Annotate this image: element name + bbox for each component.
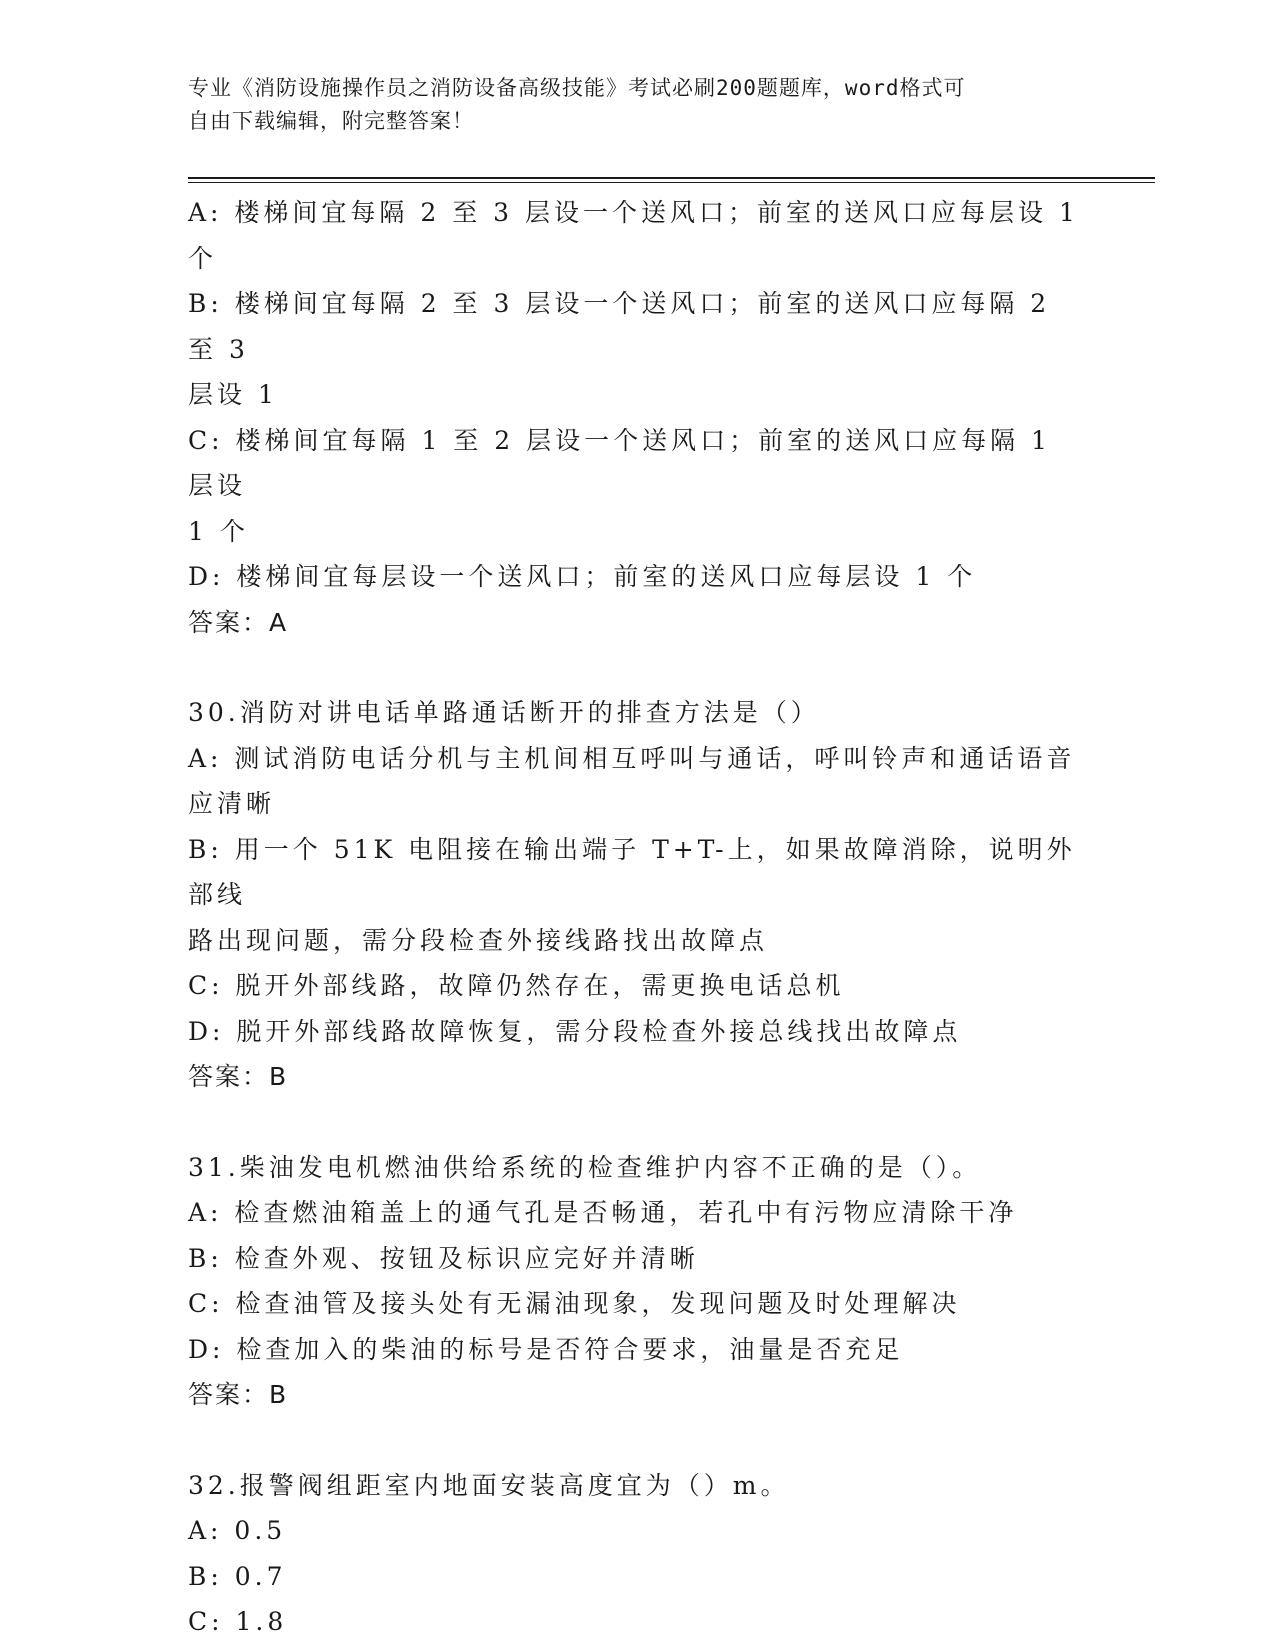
option-b-continued: 路出现问题，需分段检查外接线路找出故障点: [188, 925, 769, 955]
header-line-1: 专业《消防设施操作员之消防设备高级技能》考试必刷200题题库，word格式可: [188, 76, 966, 100]
option-a-continued: 应清晰: [188, 789, 276, 818]
question-text: 32.报警阀组距室内地面安装高度宜为（）m。: [188, 1470, 790, 1500]
question-32-block: [188, 1463, 1088, 1645]
answer-label: 答案：B: [188, 1380, 289, 1409]
option-a: A: 0.5: [188, 1516, 287, 1545]
question-list: [188, 190, 1091, 1645]
option-b-continued: 层设 1: [188, 380, 278, 409]
question-text: 30.消防对讲电话单路通话断开的排查方法是（）: [188, 698, 820, 727]
option-c: C: 1.8: [188, 1607, 288, 1636]
question-30-block: [188, 690, 1088, 1100]
question-text: 31.柴油发电机燃油供给系统的检查维护内容不正确的是（）。: [188, 1152, 982, 1182]
option-d: D: 脱开外部线路故障恢复，需分段检查外接总线找出故障点: [188, 1016, 962, 1046]
spacer: [188, 645, 1088, 690]
option-d: D: 检查加入的柴油的标号是否符合要求，油量是否充足: [188, 1334, 904, 1364]
option-d: D: 楼梯间宜每层设一个送风口；前室的送风口应每层设 1 个: [188, 562, 977, 591]
option-a: A: 测试消防电话分机与主机间相互呼叫与通话，呼叫铃声和通话语音: [188, 743, 1076, 773]
option-b: B: 检查外观、按钮及标识应完好并清晰: [188, 1243, 699, 1273]
option-a: A: 检查燃油箱盖上的通气孔是否畅通，若孔中有污物应清除干净: [188, 1198, 1018, 1227]
question-31-block: [188, 1145, 1088, 1418]
header-line-2: 自由下载编辑，附完整答案！: [188, 109, 474, 133]
option-c: C: 检查油管及接头处有无漏油现象，发现问题及时处理解决: [188, 1289, 961, 1318]
option-c: C: 楼梯间宜每隔 1 至 2 层设一个送风口；前室的送风口应每隔 1 层设: [188, 425, 1063, 500]
header-divider-thick: [188, 177, 1155, 179]
spacer: [188, 1418, 1088, 1463]
header-divider-thin: [188, 182, 1155, 183]
answer-label: 答案：A: [188, 607, 289, 637]
document-header: [188, 72, 1068, 138]
option-a: A: 楼梯间宜每隔 2 至 3 层设一个送风口；前室的送风口应每层设 1 个: [188, 198, 1091, 273]
question-29-block: [188, 190, 1091, 645]
option-c-continued: 1 个: [188, 516, 249, 546]
option-c: C: 脱开外部线路，故障仍然存在，需更换电话总机: [188, 971, 845, 1000]
option-b: B: 楼梯间宜每隔 2 至 3 层设一个送风口；前室的送风口应每隔 2 至 3: [188, 289, 1063, 364]
option-b: B: 0.7: [188, 1561, 287, 1591]
option-b: B: 用一个 51K 电阻接在输出端子 T+T-上，如果故障消除，说明外部线: [188, 834, 1076, 909]
answer-label: 答案：B: [188, 1062, 289, 1091]
spacer: [188, 1100, 1088, 1145]
